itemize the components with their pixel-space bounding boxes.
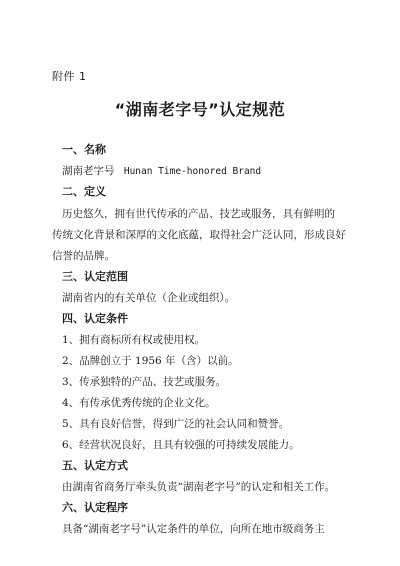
condition-item: 5、具有良好信誉，得到广泛的社会认同和赞誉。 — [62, 418, 290, 430]
attachment-label: 附件 1 — [52, 70, 87, 83]
condition-item: 6、经营状况良好，且具有较强的可持续发展能力。 — [62, 439, 300, 451]
condition-item: 2、品牌创立于 1956 年（含）以前。 — [62, 355, 239, 367]
section-heading-conditions: 四、认定条件 — [62, 312, 128, 325]
section-heading-definition: 二、定义 — [62, 185, 106, 198]
definition-line-3: 信誉的品牌。 — [52, 250, 115, 262]
condition-item: 4、有传承优秀传统的企业文化。 — [62, 397, 216, 409]
section-heading-method: 五、认定方式 — [62, 459, 128, 472]
document-title: “湖南老字号”认定规范 — [114, 100, 286, 119]
condition-item: 1、拥有商标所有权或使用权。 — [62, 334, 206, 346]
definition-line-1: 历史悠久，拥有世代传承的产品、技艺或服务，具有鲜明的 — [62, 208, 335, 220]
section-heading-scope: 三、认定范围 — [62, 270, 128, 283]
scope-text: 湖南省内的有关单位（企业或组织）。 — [62, 292, 236, 304]
definition-line-2: 传统文化背景和深厚的文化底蕴，取得社会广泛认同，形成良好 — [52, 229, 346, 241]
name-en: Hunan Time-honored Brand — [123, 166, 262, 177]
method-text: 由湖南省商务厅牵头负责“湖南老字号”的认定和相关工作。 — [62, 481, 336, 493]
section-heading-procedure: 六、认定程序 — [62, 501, 128, 514]
procedure-text: 具备“湖南老字号”认定条件的单位，向所在地市级商务主 — [62, 523, 325, 535]
condition-item: 3、传承独特的产品、技艺或服务。 — [62, 376, 227, 388]
section-heading-name: 一、名称 — [62, 143, 106, 156]
name-line — [62, 164, 261, 179]
name-cn: 湖南老字号 — [62, 165, 115, 177]
